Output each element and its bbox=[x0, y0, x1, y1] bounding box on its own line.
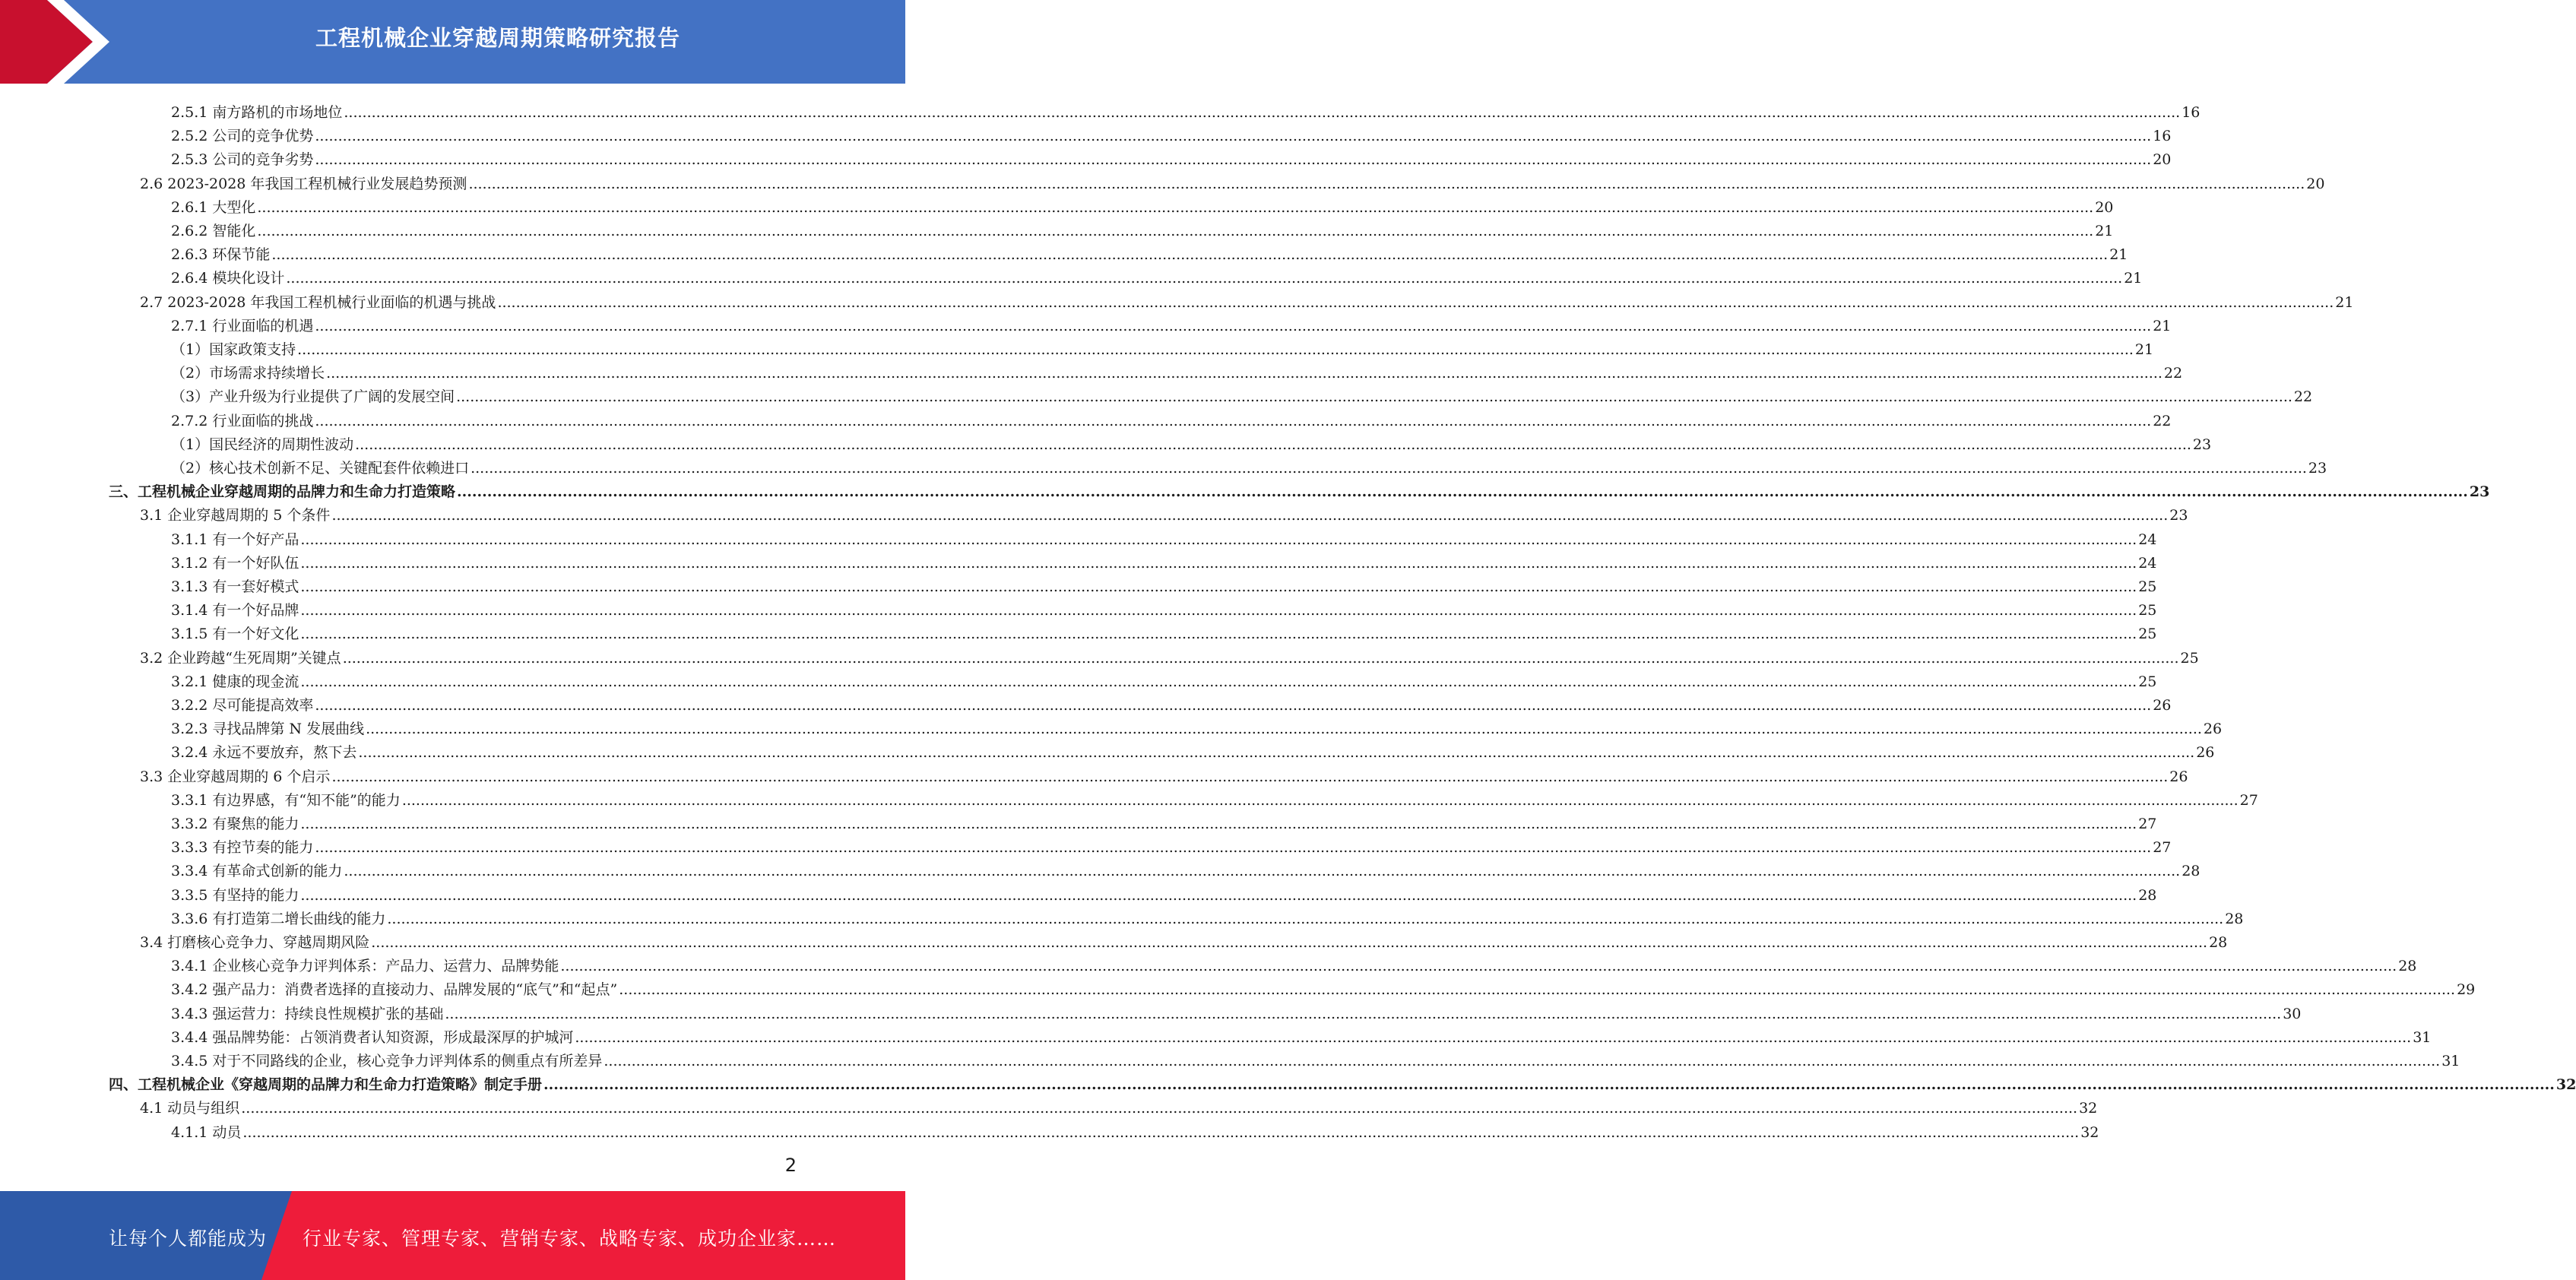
toc-leader-dots: ................................................................................................................................................................................................................................................................................................................................................................................................................ bbox=[560, 958, 2397, 975]
toc-entry[interactable] bbox=[171, 429, 2212, 453]
toc-entry-page: 22 bbox=[2163, 365, 2183, 382]
toc-entry-title: 3.4 打磨核心竞争力、穿越周期风险 bbox=[140, 934, 370, 951]
toc-leader-dots: ................................................................................................................................................................................................................................................................................................................................................................................................................ bbox=[326, 365, 2163, 382]
toc-leader-dots: ................................................................................................................................................................................................................................................................................................................................................................................................................ bbox=[543, 1076, 2555, 1094]
toc-entry-page: 29 bbox=[2457, 981, 2476, 999]
toc-entry-title: 2.7.1 行业面临的机遇 bbox=[171, 317, 314, 334]
toc-leader-dots: ................................................................................................................................................................................................................................................................................................................................................................................................................ bbox=[257, 223, 2094, 239]
toc-entry-title: 三、工程机械企业穿越周期的品牌力和生命力打造策略 bbox=[109, 483, 456, 501]
toc-entry-title: 3.3 企业穿越周期的 6 个启示 bbox=[140, 768, 331, 785]
toc-entry[interactable] bbox=[140, 927, 2228, 951]
toc-entry-title: 2.5.3 公司的竞争劣势 bbox=[171, 151, 314, 169]
toc-entry-title: 3.4.5 对于不同路线的企业，核心竞争力评判体系的侧重点有所差异 bbox=[171, 1053, 603, 1069]
toc-entry[interactable] bbox=[171, 667, 2157, 690]
toc-entry-title: （3）产业升级为行业提供了广阔的发展空间 bbox=[171, 388, 455, 406]
toc-entry-title: 3.4.3 强运营力：持续良性规模扩张的基础 bbox=[171, 1005, 444, 1022]
toc-leader-dots: ................................................................................................................................................................................................................................................................................................................................................................................................................ bbox=[315, 697, 2152, 714]
toc-entry[interactable] bbox=[171, 524, 2157, 548]
toc-entry-title: （2）市场需求持续增长 bbox=[171, 365, 325, 382]
toc-entry[interactable] bbox=[171, 572, 2157, 595]
toc-entry[interactable] bbox=[171, 334, 2154, 358]
toc-leader-dots: ................................................................................................................................................................................................................................................................................................................................................................................................................ bbox=[242, 1123, 2080, 1141]
toc-entry-title: 3.4.4 强品牌势能：占领消费者认知资源，形成最深厚的护城河 bbox=[171, 1028, 574, 1046]
toc-entry-title: （2）核心技术创新不足、关键配套件依赖进口 bbox=[171, 460, 470, 477]
toc-entry[interactable] bbox=[171, 690, 2172, 714]
toc-entry-title: 3.4.1 企业核心竞争力评判体系：产品力、运营力、品牌势能 bbox=[171, 958, 559, 975]
toc-entry-page: 22 bbox=[2153, 412, 2172, 429]
toc-leader-dots: ................................................................................................................................................................................................................................................................................................................................................................................................................ bbox=[456, 388, 2292, 406]
toc-entry-title: （1）国家政策支持 bbox=[171, 341, 296, 358]
toc-entry-title: 3.3.4 有革命式创新的能力 bbox=[171, 863, 343, 880]
toc-leader-dots: ................................................................................................................................................................................................................................................................................................................................................................................................................ bbox=[315, 128, 2152, 145]
toc-entry-page: 31 bbox=[2441, 1053, 2460, 1069]
toc-entry-title: 3.1.1 有一个好产品 bbox=[171, 531, 299, 548]
toc-leader-dots: ................................................................................................................................................................................................................................................................................................................................................................................................................ bbox=[619, 981, 2456, 999]
toc-leader-dots: ................................................................................................................................................................................................................................................................................................................................................................................................................ bbox=[497, 293, 2334, 311]
toc-entry[interactable] bbox=[140, 762, 2188, 785]
toc-entry-title: 3.3.3 有控节奏的能力 bbox=[171, 839, 314, 857]
toc-entry-page: 25 bbox=[2180, 649, 2199, 667]
report-title: 工程机械企业穿越周期策略研究报告 bbox=[315, 25, 680, 51]
toc-entry-title: 2.5.1 南方路机的市场地位 bbox=[171, 104, 343, 121]
toc-entry[interactable] bbox=[171, 1117, 2099, 1141]
toc-leader-dots: ................................................................................................................................................................................................................................................................................................................................................................................................................ bbox=[300, 531, 2137, 548]
toc-entry-page: 28 bbox=[2398, 958, 2417, 975]
toc-entry-title: 3.1 企业穿越周期的 5 个条件 bbox=[140, 507, 331, 524]
toc-entry-title: 3.3.5 有坚持的能力 bbox=[171, 886, 299, 904]
toc-leader-dots: ................................................................................................................................................................................................................................................................................................................................................................................................................ bbox=[344, 863, 2181, 880]
toc-entry[interactable] bbox=[171, 809, 2157, 832]
toc-entry-page: 20 bbox=[2095, 198, 2114, 216]
toc-entry-page: 25 bbox=[2138, 626, 2157, 643]
toc-entry-page: 25 bbox=[2138, 578, 2157, 595]
toc-entry-page: 21 bbox=[2134, 341, 2154, 358]
toc-entry[interactable] bbox=[171, 263, 2143, 287]
toc-leader-dots: ................................................................................................................................................................................................................................................................................................................................................................................................................ bbox=[355, 436, 2191, 453]
toc-entry[interactable] bbox=[171, 785, 2258, 809]
toc-entry[interactable] bbox=[171, 737, 2215, 762]
toc-leader-dots: ................................................................................................................................................................................................................................................................................................................................................................................................................ bbox=[331, 768, 2169, 785]
toc-entry-page: 32 bbox=[2079, 1100, 2098, 1117]
toc-leader-dots: ................................................................................................................................................................................................................................................................................................................................................................................................................ bbox=[575, 1028, 2412, 1046]
toc-entry[interactable] bbox=[171, 358, 2183, 382]
toc-leader-dots: ................................................................................................................................................................................................................................................................................................................................................................................................................ bbox=[271, 246, 2109, 264]
toc-leader-dots: ................................................................................................................................................................................................................................................................................................................................................................................................................ bbox=[366, 721, 2202, 738]
toc-entry-page: 22 bbox=[2293, 388, 2313, 406]
toc-entry-page: 24 bbox=[2138, 531, 2157, 548]
toc-entry-title: 2.6.2 智能化 bbox=[171, 223, 256, 239]
toc-leader-dots: ................................................................................................................................................................................................................................................................................................................................................................................................................ bbox=[358, 744, 2195, 762]
toc-entry-title: 3.1.2 有一个好队伍 bbox=[171, 554, 299, 572]
toc-entry-title: 3.3.1 有边界感，有“知不能”的能力 bbox=[171, 791, 401, 809]
toc-leader-dots: ................................................................................................................................................................................................................................................................................................................................................................................................................ bbox=[300, 816, 2137, 832]
toc-entry[interactable] bbox=[171, 951, 2417, 975]
toc-leader-dots: ................................................................................................................................................................................................................................................................................................................................................................................................................ bbox=[604, 1053, 2441, 1069]
toc-entry[interactable] bbox=[171, 453, 2327, 477]
toc-leader-dots: ................................................................................................................................................................................................................................................................................................................................................................................................................ bbox=[445, 1005, 2282, 1022]
toc-entry-page: 20 bbox=[2306, 175, 2325, 192]
toc-leader-dots: ................................................................................................................................................................................................................................................................................................................................................................................................................ bbox=[241, 1100, 2078, 1117]
toc-entry-page: 28 bbox=[2138, 886, 2157, 904]
toc-entry-title: 2.7.2 行业面临的挑战 bbox=[171, 412, 314, 429]
toc-entry-title: 2.6.1 大型化 bbox=[171, 198, 256, 216]
toc-entry[interactable] bbox=[171, 856, 2201, 880]
footer-slogan-right: 行业专家、管理专家、营销专家、战略专家、成功企业家…… bbox=[303, 1228, 837, 1250]
toc-entry-page: 20 bbox=[2153, 151, 2172, 169]
toc-entry-title: 3.1.3 有一套好模式 bbox=[171, 578, 299, 595]
toc-leader-dots: ................................................................................................................................................................................................................................................................................................................................................................................................................ bbox=[457, 483, 2468, 501]
toc-entry[interactable] bbox=[140, 500, 2188, 524]
toc-entry[interactable] bbox=[171, 121, 2172, 145]
page-number: 2 bbox=[784, 1155, 797, 1176]
toc-entry-title: 2.6.3 环保节能 bbox=[171, 246, 271, 264]
toc-entry-page: 26 bbox=[2203, 721, 2223, 738]
toc-entry-title: 4.1.1 动员 bbox=[171, 1123, 242, 1141]
toc-entry[interactable] bbox=[109, 1069, 2576, 1094]
footer-slogan-left: 让每个人都能成为 bbox=[109, 1228, 268, 1250]
toc-entry[interactable] bbox=[171, 406, 2172, 429]
page-header bbox=[0, 0, 905, 84]
toc-leader-dots: ................................................................................................................................................................................................................................................................................................................................................................................................................ bbox=[371, 934, 2208, 951]
toc-entry-page: 23 bbox=[2192, 436, 2212, 453]
toc-entry[interactable] bbox=[171, 216, 2114, 239]
toc-entry[interactable] bbox=[140, 643, 2199, 667]
toc-entry[interactable] bbox=[171, 239, 2128, 264]
toc-entry-page: 32 bbox=[2080, 1123, 2099, 1141]
toc-entry-title: 3.1.5 有一个好文化 bbox=[171, 626, 299, 643]
toc-entry-title: 3.1.4 有一个好品牌 bbox=[171, 602, 299, 619]
page-footer bbox=[0, 1191, 905, 1280]
toc-entry-page: 31 bbox=[2413, 1028, 2432, 1046]
toc-entry-page: 32 bbox=[2555, 1076, 2576, 1094]
toc-leader-dots: ................................................................................................................................................................................................................................................................................................................................................................................................................ bbox=[286, 270, 2123, 287]
toc-entry[interactable] bbox=[109, 477, 2490, 501]
toc-entry-page: 21 bbox=[2095, 223, 2114, 239]
toc-entry[interactable] bbox=[140, 287, 2354, 311]
toc-entry-title: 3.3.2 有聚焦的能力 bbox=[171, 816, 299, 832]
toc-entry-title: 3.2.2 尽可能提高效率 bbox=[171, 697, 314, 714]
toc-entry[interactable] bbox=[171, 880, 2157, 904]
toc-entry-title: 3.2.3 寻找品牌第 N 发展曲线 bbox=[171, 721, 365, 738]
toc-entry-title: 3.2.1 健康的现金流 bbox=[171, 673, 299, 690]
toc-entry-page: 27 bbox=[2138, 816, 2157, 832]
toc-entry-title: 2.6 2023-2028 年我国工程机械行业发展趋势预测 bbox=[140, 175, 467, 192]
toc-entry-page: 30 bbox=[2283, 1005, 2302, 1022]
toc-entry[interactable] bbox=[171, 97, 2201, 121]
toc-leader-dots: ................................................................................................................................................................................................................................................................................................................................................................................................................ bbox=[315, 317, 2152, 334]
toc-entry[interactable] bbox=[171, 595, 2157, 619]
toc-entry-title: 4.1 动员与组织 bbox=[140, 1100, 240, 1117]
toc-leader-dots: ................................................................................................................................................................................................................................................................................................................................................................................................................ bbox=[300, 886, 2137, 904]
toc-leader-dots: ................................................................................................................................................................................................................................................................................................................................................................................................................ bbox=[471, 460, 2307, 477]
toc-entry[interactable] bbox=[171, 619, 2157, 643]
toc-entry-title: （1）国民经济的周期性波动 bbox=[171, 436, 354, 453]
toc-entry-page: 28 bbox=[2225, 910, 2244, 927]
toc-entry-title: 2.5.2 公司的竞争优势 bbox=[171, 128, 314, 145]
toc-entry[interactable] bbox=[171, 904, 2244, 927]
toc-entry-page: 23 bbox=[2469, 483, 2490, 501]
toc-entry-title: 2.6.4 模块化设计 bbox=[171, 270, 285, 287]
toc-entry[interactable] bbox=[171, 1046, 2460, 1069]
toc-leader-dots: ................................................................................................................................................................................................................................................................................................................................................................................................................ bbox=[342, 649, 2179, 667]
toc-leader-dots: ................................................................................................................................................................................................................................................................................................................................................................................................................ bbox=[344, 104, 2181, 121]
toc-entry-title: 3.2.4 永远不要放弃，熬下去 bbox=[171, 744, 357, 762]
toc-entry[interactable] bbox=[140, 1093, 2098, 1117]
toc-leader-dots: ................................................................................................................................................................................................................................................................................................................................................................................................................ bbox=[331, 507, 2169, 524]
toc-leader-dots: ................................................................................................................................................................................................................................................................................................................................................................................................................ bbox=[387, 910, 2224, 927]
toc-entry-page: 27 bbox=[2153, 839, 2172, 857]
toc-entry[interactable] bbox=[171, 382, 2313, 406]
toc-leader-dots: ................................................................................................................................................................................................................................................................................................................................................................................................................ bbox=[401, 791, 2239, 809]
toc-entry-page: 21 bbox=[2335, 293, 2354, 311]
toc-entry[interactable] bbox=[171, 832, 2172, 857]
toc-entry-page: 26 bbox=[2153, 697, 2172, 714]
toc-entry-page: 27 bbox=[2239, 791, 2258, 809]
toc-entry-page: 24 bbox=[2138, 554, 2157, 572]
toc-leader-dots: ................................................................................................................................................................................................................................................................................................................................................................................................................ bbox=[300, 554, 2137, 572]
toc-entry-page: 25 bbox=[2138, 673, 2157, 690]
toc-entry[interactable] bbox=[140, 169, 2325, 192]
toc-entry-page: 16 bbox=[2153, 128, 2172, 145]
toc-entry[interactable] bbox=[171, 311, 2172, 334]
toc-entry-title: 3.3.6 有打造第二增长曲线的能力 bbox=[171, 910, 386, 927]
toc-leader-dots: ................................................................................................................................................................................................................................................................................................................................................................................................................ bbox=[300, 578, 2137, 595]
toc-leader-dots: ................................................................................................................................................................................................................................................................................................................................................................................................................ bbox=[315, 151, 2152, 169]
toc-entry[interactable] bbox=[171, 548, 2157, 572]
toc-leader-dots: ................................................................................................................................................................................................................................................................................................................................................................................................................ bbox=[300, 673, 2137, 690]
toc-leader-dots: ................................................................................................................................................................................................................................................................................................................................................................................................................ bbox=[300, 626, 2137, 643]
toc-leader-dots: ................................................................................................................................................................................................................................................................................................................................................................................................................ bbox=[257, 198, 2094, 216]
toc-entry-page: 21 bbox=[2124, 270, 2143, 287]
toc-entry-page: 28 bbox=[2182, 863, 2201, 880]
toc-entry-page: 23 bbox=[2169, 507, 2188, 524]
toc-entry[interactable] bbox=[171, 1022, 2432, 1046]
toc-leader-dots: ................................................................................................................................................................................................................................................................................................................................................................................................................ bbox=[297, 341, 2134, 358]
toc-entry-page: 28 bbox=[2209, 934, 2228, 951]
toc-entry-title: 2.7 2023-2028 年我国工程机械行业面临的机遇与挑战 bbox=[140, 293, 496, 311]
toc-entry[interactable] bbox=[171, 974, 2476, 999]
toc-entry-title: 3.2 企业跨越“生死周期”关键点 bbox=[140, 649, 341, 667]
toc-entry[interactable] bbox=[171, 714, 2223, 738]
toc-entry-page: 16 bbox=[2182, 104, 2201, 121]
toc-leader-dots: ................................................................................................................................................................................................................................................................................................................................................................................................................ bbox=[315, 839, 2152, 857]
toc-entry-page: 21 bbox=[2109, 246, 2128, 264]
toc-entry[interactable] bbox=[171, 144, 2172, 169]
toc-entry-page: 26 bbox=[2169, 768, 2188, 785]
toc-entry-title: 四、工程机械企业《穿越周期的品牌力和生命力打造策略》制定手册 bbox=[109, 1076, 543, 1094]
toc-entry-page: 23 bbox=[2308, 460, 2327, 477]
toc-leader-dots: ................................................................................................................................................................................................................................................................................................................................................................................................................ bbox=[300, 602, 2137, 619]
toc-entry-title: 3.4.2 强产品力：消费者选择的直接动力、品牌发展的“底气”和“起点” bbox=[171, 981, 618, 999]
toc-entry-page: 26 bbox=[2196, 744, 2215, 762]
toc-entry[interactable] bbox=[171, 192, 2114, 216]
toc-entry-page: 25 bbox=[2138, 602, 2157, 619]
toc-leader-dots: ................................................................................................................................................................................................................................................................................................................................................................................................................ bbox=[315, 412, 2152, 429]
toc-entry[interactable] bbox=[171, 999, 2302, 1022]
toc-entry-page: 21 bbox=[2153, 317, 2172, 334]
toc-leader-dots: ................................................................................................................................................................................................................................................................................................................................................................................................................ bbox=[468, 175, 2305, 192]
